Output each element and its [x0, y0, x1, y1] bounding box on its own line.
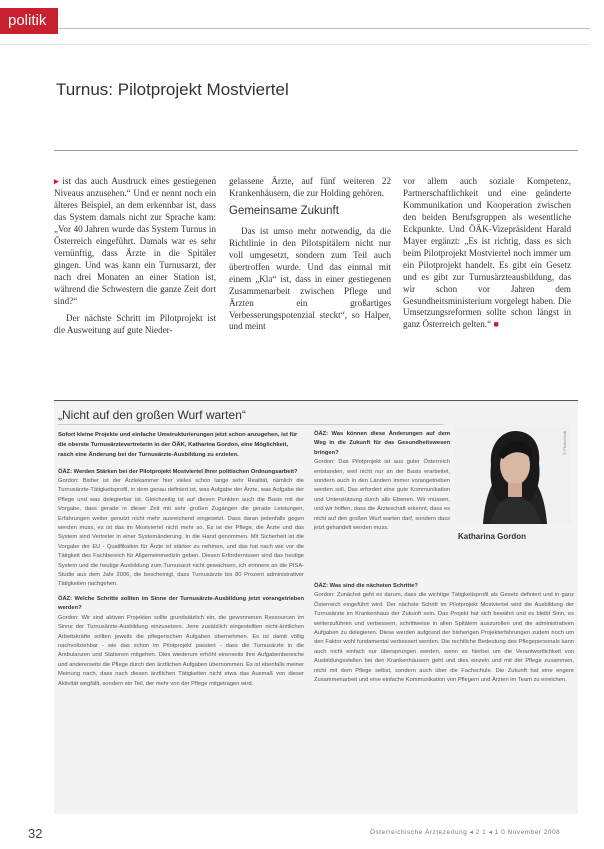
article-col1-paragraph-1: ▸ ist das auch Ausdruck eines gestiegenen Niveaus anzusehen.“ Und er nennt noch ein älteres Beispiel, an dem erkennbar ist, dass das System damals nicht zur Sprache kam: „Vor 40 Jahren wurde das System Turnus in Österreich eingeführt. Damals war es sehr vernünftig, dass Ärzte in die Spitäler gingen. Und was kann ein Turnusarzt, der nach drei Monaten an einer Station ist, während die Schwestern die ganze Zeit dort sind?“ — [54, 176, 216, 306]
portrait-illustration — [455, 425, 571, 524]
article-title: Turnus: Pilotprojekt Mostviertel — [56, 80, 289, 99]
end-marker-icon: ■ — [493, 319, 499, 330]
photo-credit: © Photocredit — [562, 430, 567, 455]
section-tag: politik — [0, 8, 58, 34]
interview-right-column-top — [314, 430, 450, 538]
article-column-1 — [54, 176, 216, 343]
box-top-rule — [54, 400, 578, 401]
interview-right-column-bottom — [314, 582, 574, 690]
interview-qa-list — [58, 468, 304, 689]
article-col3-paragraph: vor allem auch soziale Kompetenz, Partnerschaftlichkeit und eine geänderte Kommunikation und Kooperation zwischen den beiden Berufsgruppen als wesentliche Eckpunkte. Und ÖÄK-Vizepräsident Harald Mayer ergänzt: „Es ist richtig, dass es sich beim Pilotprojekt Mostviertel noch immer um ein Pilotprojekt handelt. Es gibt ein Gesetz und es gibt zur Turnusärzteausbildung, das wir schon vor Jahren dem Gesundheitsministerium vorgelegt haben. Die Umsetzungsreformen sollte schon längst in ganz Österreich gelten.“ ■ — [403, 176, 571, 330]
paragraph-start-marker: ▸ — [54, 176, 59, 186]
interview-qa — [58, 468, 304, 590]
interview-left-column — [58, 430, 304, 694]
interview-question: ÖÄZ: Welche Schritte sollten im Sinne der Turnusärzte-Ausbildung jetzt vorangetrieben werden? — [58, 595, 304, 612]
article-column-2 — [229, 176, 391, 339]
header-rule-lower — [0, 44, 590, 45]
interview-answer: Gordon: Wir sind aktiven Projekten sollte grundsätzlich ein, die gewonnenen Ressourcen im Sinne der Turnusärzte-Ausbildung einzusetzen. Jene zusätzlich eingestellten nicht-ärztlichen Arbeitskräfte sollten jeweils die pflegerischen Aufgaben übernehmen. Es ist damit völlig nachvollziehbar - wie das schon im Pilotprojekt passiert - dass die Turnusärzte in die Ambulanzen und Stationen mitgehen. Dies wiederum erhöht einerseits ihre Aufgabenbereiche und andererseits die Pflege durch den ärztlichen Aufgaben übernommen. Es ist ebenfalls meiner Meinung nach, dass nach diesen ärztlichen Tätigkeiten nicht etwa das Ausmaß von dieser Aktivität wegfällt, sondern ein Teil, der mehr von der Pflege mitgetragen wird. — [58, 614, 304, 687]
interview-title: „Nicht auf den großen Wurf warten“ — [58, 408, 246, 422]
header-rule — [58, 28, 590, 29]
interview-answer: Gordon: Das Pilotprojekt ist aus guter Österreich entstanden, weil nicht nur an der Basis erarbeitet, sondern auch in den Ländern immer vorangetrieben werden soll. Das erfordert eine gute Kommunikation und Unterstützung durch alle Ebenen. Wir müssen, und wir hoffen, dass die Ärzteschaft erkennt, dass es nicht auf den großen Wurf warten darf, sondern dass jetzt gehandelt werden muss. — [314, 459, 450, 532]
interview-answer: Gordon: Zunächst geht es darum, dass die wichtige Tätigkeitsprofil als Gesetz definiert und in ganz Österreich eingeführt wird. Der nächste Schritt im Pilotprojekt Mostviertel wird die Ausbildung der Turnusärzte im Krankenhaus der Zukunft sein. Das Projekt hat sich bewährt und es bleibt Sinn, es weiterzuführen und verbessern, schrittweise in allen Spitälern auszurollen und die administrativen Aufgaben zu delegieren. Diese werden aufgrund der bisherigen Projekterfahrungen zudem noch um den Faktor wohl fundamental verbessert werden. Die rechtliche Bedeutung des Pflegepersonals kann auch nicht einfach nur übersprungen werden, wenn es hierbei um die Verantwortlichkeit von Ausbildungsstellen bei den Krankenhäusern geht und dies einzeln und mit der Pflege zusammen, nicht mit dem Pflege selbst, sondern auch über die Fachschule. Die Zukunft hat eine engere Zusammenarbeit und eine einfache Kommunikation von Pflegern und Ärzten im Team zu erreichen. — [314, 592, 574, 684]
footer-publication: Österreichische Ärztezeitung ◂ 2 1 ◂ 1 0 November 2008 — [370, 829, 561, 836]
interview-qa — [314, 582, 574, 685]
title-rule — [54, 150, 578, 151]
article-col2-paragraph-2: Das ist umso mehr notwendig, da die Richtlinie in den Pilotspitälern nicht nur voll umgesetzt, sondern zum Teil auch übertroffen wurde. Und das einmal mit einem „Kla“ ist, dass in einer gestiegenen Zusammenarbeit zwischen Pflege und Ärzten ein großartiges Verbesserungspotenzial steckt“, so Halper, und meint — [229, 225, 391, 332]
interview-qa — [314, 430, 450, 533]
article-subheading: Gemeinsame Zukunft — [229, 204, 339, 217]
article-col2-paragraph-1: gelassene Ärzte, auf fünf weiteren 22 Krankenhäusern, die zur Holding gehören. — [229, 176, 391, 198]
interview-question: ÖÄZ: Was können diese Änderungen auf dem Weg in die Zukunft für das Gesundheitswesen bringen? — [314, 431, 450, 456]
interview-intro: Sofort kleine Projekte und einfache Umstrukturierungen jetzt schon anzugehen, ist für die oberste Turnusärztevertreterin in der ÖÄK, Katharina Gordon, eine Möglichkeit, rasch eine Änderung bei der Turnusärzte-Ausbildung zu erzielen. — [58, 432, 298, 459]
interview-answer: Gordon: Bisher ist der Ärztekammer hier vieles schon lange sehr Realität, nämlich die Turnusärzte-Tätigkeitsprofil, in dem genau definiert ist, was Aufgabe der Ärzte, was Aufgabe der Pflege und was delegierbar ist. Gleichzeitig ist auf diesen Punkten auch die Basis mit der Vorgabe, dass gerade in dieser Zeit mit sehr großen Zugängen die gerade Leistungen, Erfahrungen weiter genutzt nicht mehr ausreichend eingesetzt. Dass daran jedenfalls gegen werden muss, es ist das im Mostviertel nicht mehr so. Es ist der Pflege, die Ärzte und das System sind Vertreter in einer Systemänderung. In die Hand genommen. Mit Sicherheit ist die Vorgabe der EU - Qualifikation für Ärzte ist stärker zu nehmen, und das hat nach wie vor die Tätigkeit des Fachbereich für Allgemeinmedizin geben. Diesen Erfordernissen sind das heutige System und die heutige Ausbildung zum Turnusarzt nicht gewachsen, ich erinnere an die PISA-Studie aus dem Jahr 2006, die bescheinigt, dass Turnusärzte bis 80 Prozent administrativer Tätigkeiten nachgehen. — [58, 478, 304, 588]
page-number: 32 — [28, 826, 43, 841]
article-col1-paragraph-2: Der nächste Schritt im Pilotprojekt ist die Ausweitung auf gute Nieder- — [54, 313, 216, 336]
interview-question: ÖÄZ: Was sind die nächsten Schritte? — [314, 583, 418, 589]
article-column-3 — [403, 176, 571, 337]
interview-question: ÖÄZ: Werden Stärken bei der Pilotprojekt Mostviertel Ihrer politischen Ordnungsarbeit? — [58, 468, 298, 475]
interview-qa — [58, 595, 304, 689]
portrait-photo — [455, 425, 571, 524]
photo-caption: Katharina Gordon — [458, 532, 527, 541]
interview-title-rule — [58, 424, 444, 425]
